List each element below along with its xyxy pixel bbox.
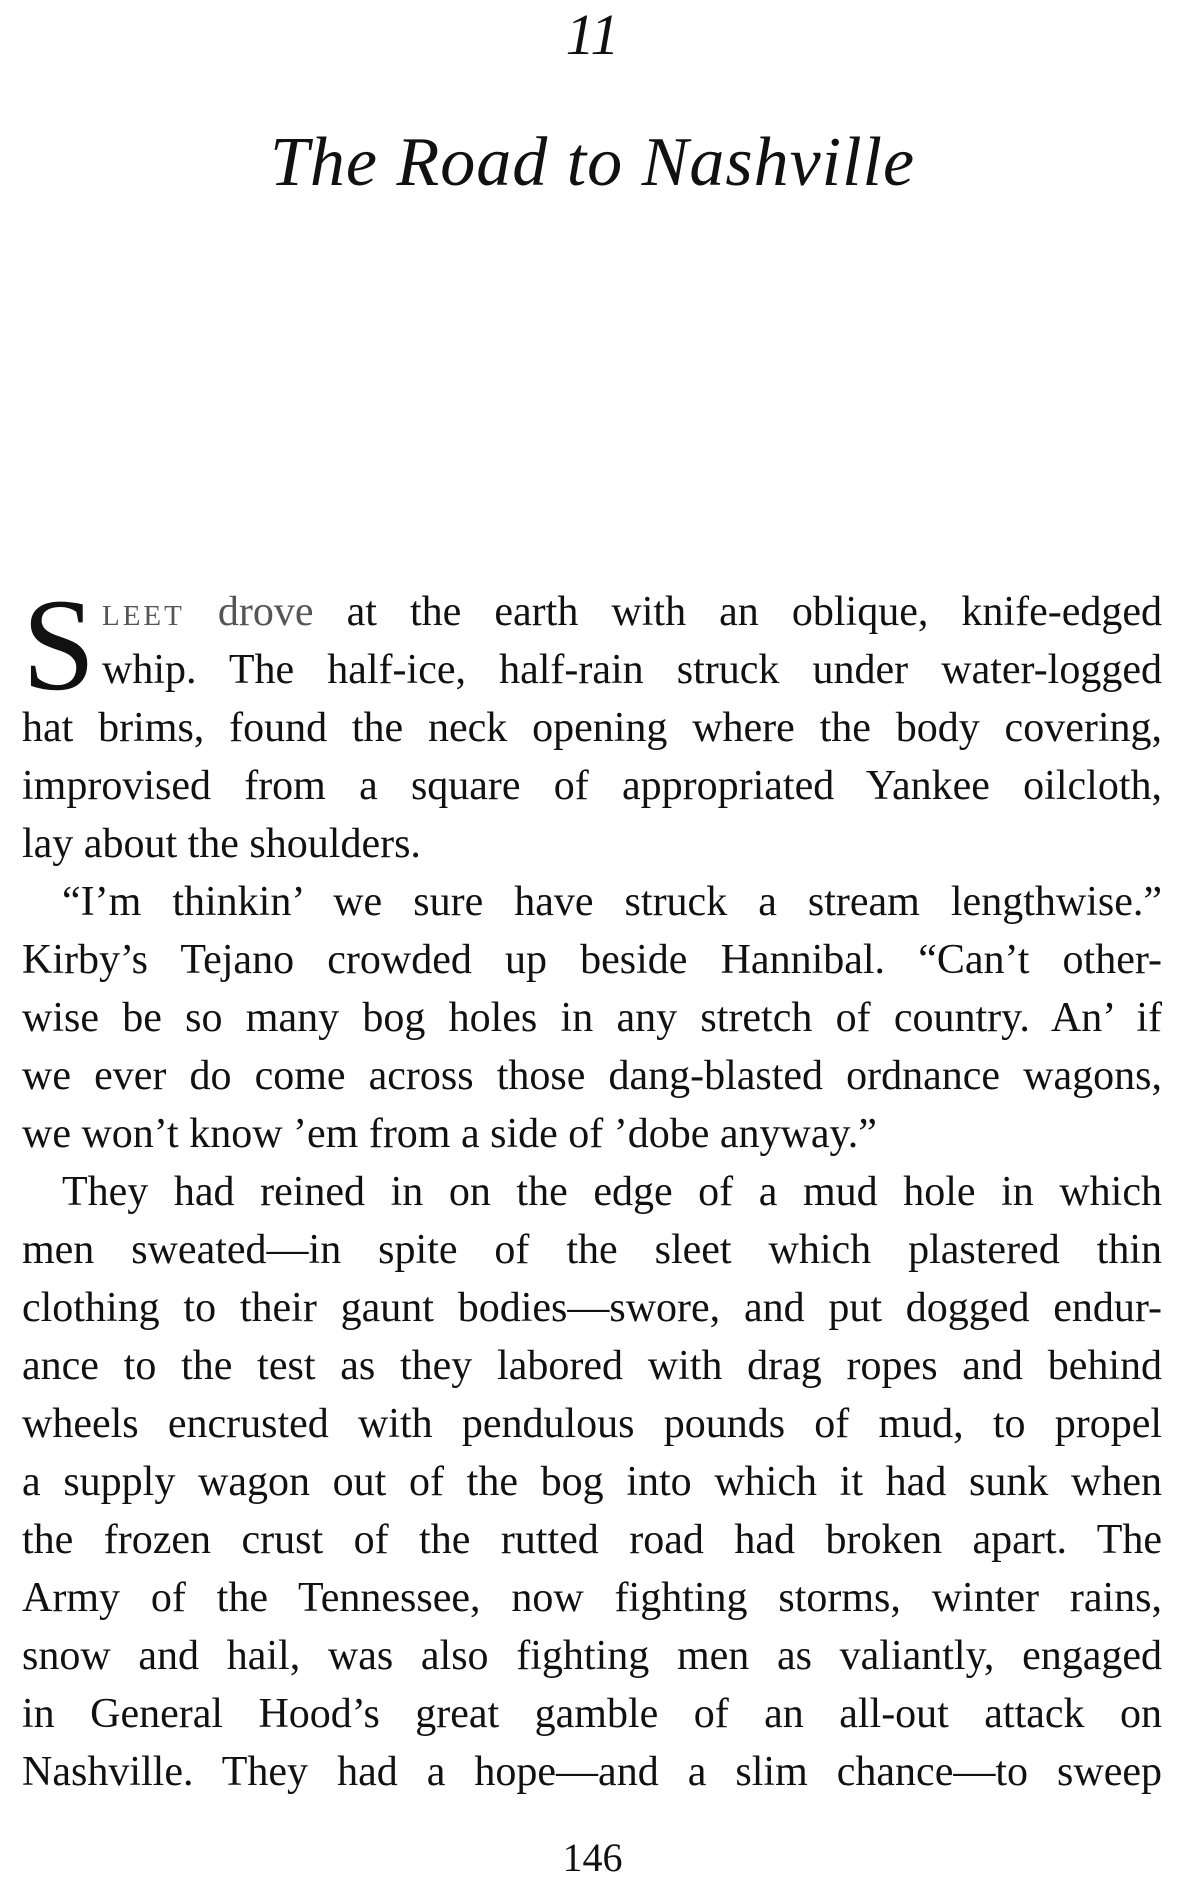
text-line: a supply wagon out of the bog into which it had sunk when xyxy=(22,1459,1162,1505)
text-line: improvised from a square of appropriated Yankee oilcloth, xyxy=(22,763,1162,809)
text-line: wheels encrusted with pendulous pounds of mud, to propel xyxy=(22,1401,1162,1447)
opening-word: drove xyxy=(184,589,314,635)
text-line: lay about the shoulders. xyxy=(22,821,421,867)
text-line: clothing to their gaunt bodies—swore, and put dogged endur- xyxy=(22,1285,1162,1331)
text-line: Army of the Tennessee, now fighting storms, winter rains, xyxy=(22,1575,1162,1621)
chapter-body xyxy=(22,571,1162,1801)
text-line: They had reined in on the edge of a mud hole in which xyxy=(62,1169,1162,1215)
text-line: snow and hail, was also fighting men as valiantly, engaged xyxy=(22,1633,1162,1679)
line-text: at the earth with an oblique, knife-edged xyxy=(313,589,1162,635)
opening-smallcaps: leet xyxy=(102,589,185,635)
text-line: the frozen crust of the rutted road had broken apart. The xyxy=(22,1517,1162,1563)
text-line: hat brims, found the neck opening where the body covering, xyxy=(22,705,1162,751)
text-line: in General Hood’s great gamble of an all-out attack on xyxy=(22,1691,1162,1737)
text-line: whip. The half-ice, half-rain struck under water-logged xyxy=(102,647,1162,693)
text-line: men sweated—in spite of the sleet which plastered thin xyxy=(22,1227,1162,1273)
chapter-title: The Road to Nashville xyxy=(269,124,916,201)
text-line: Kirby’s Tejano crowded up beside Hannibal. “Can’t other- xyxy=(22,937,1162,983)
text-line: wise be so many bog holes in any stretch of country. An’ if xyxy=(22,995,1162,1041)
text-line xyxy=(22,583,1162,641)
text-line: “I’m thinkin’ we sure have struck a stream lengthwise.” xyxy=(62,879,1162,925)
text-line: ance to the test as they labored with drag ropes and behind xyxy=(22,1343,1162,1389)
chapter-number: 11 xyxy=(565,2,620,67)
text-line: we won’t know ’em from a side of ’dobe anyway.” xyxy=(22,1111,877,1157)
text-line: we ever do come across those dang-blasted ordnance wagons, xyxy=(22,1053,1162,1099)
page-number: 146 xyxy=(562,1835,623,1880)
text-line: Nashville. They had a hope—and a slim chance—to sweep xyxy=(22,1749,1162,1795)
drop-cap: S xyxy=(22,571,96,718)
